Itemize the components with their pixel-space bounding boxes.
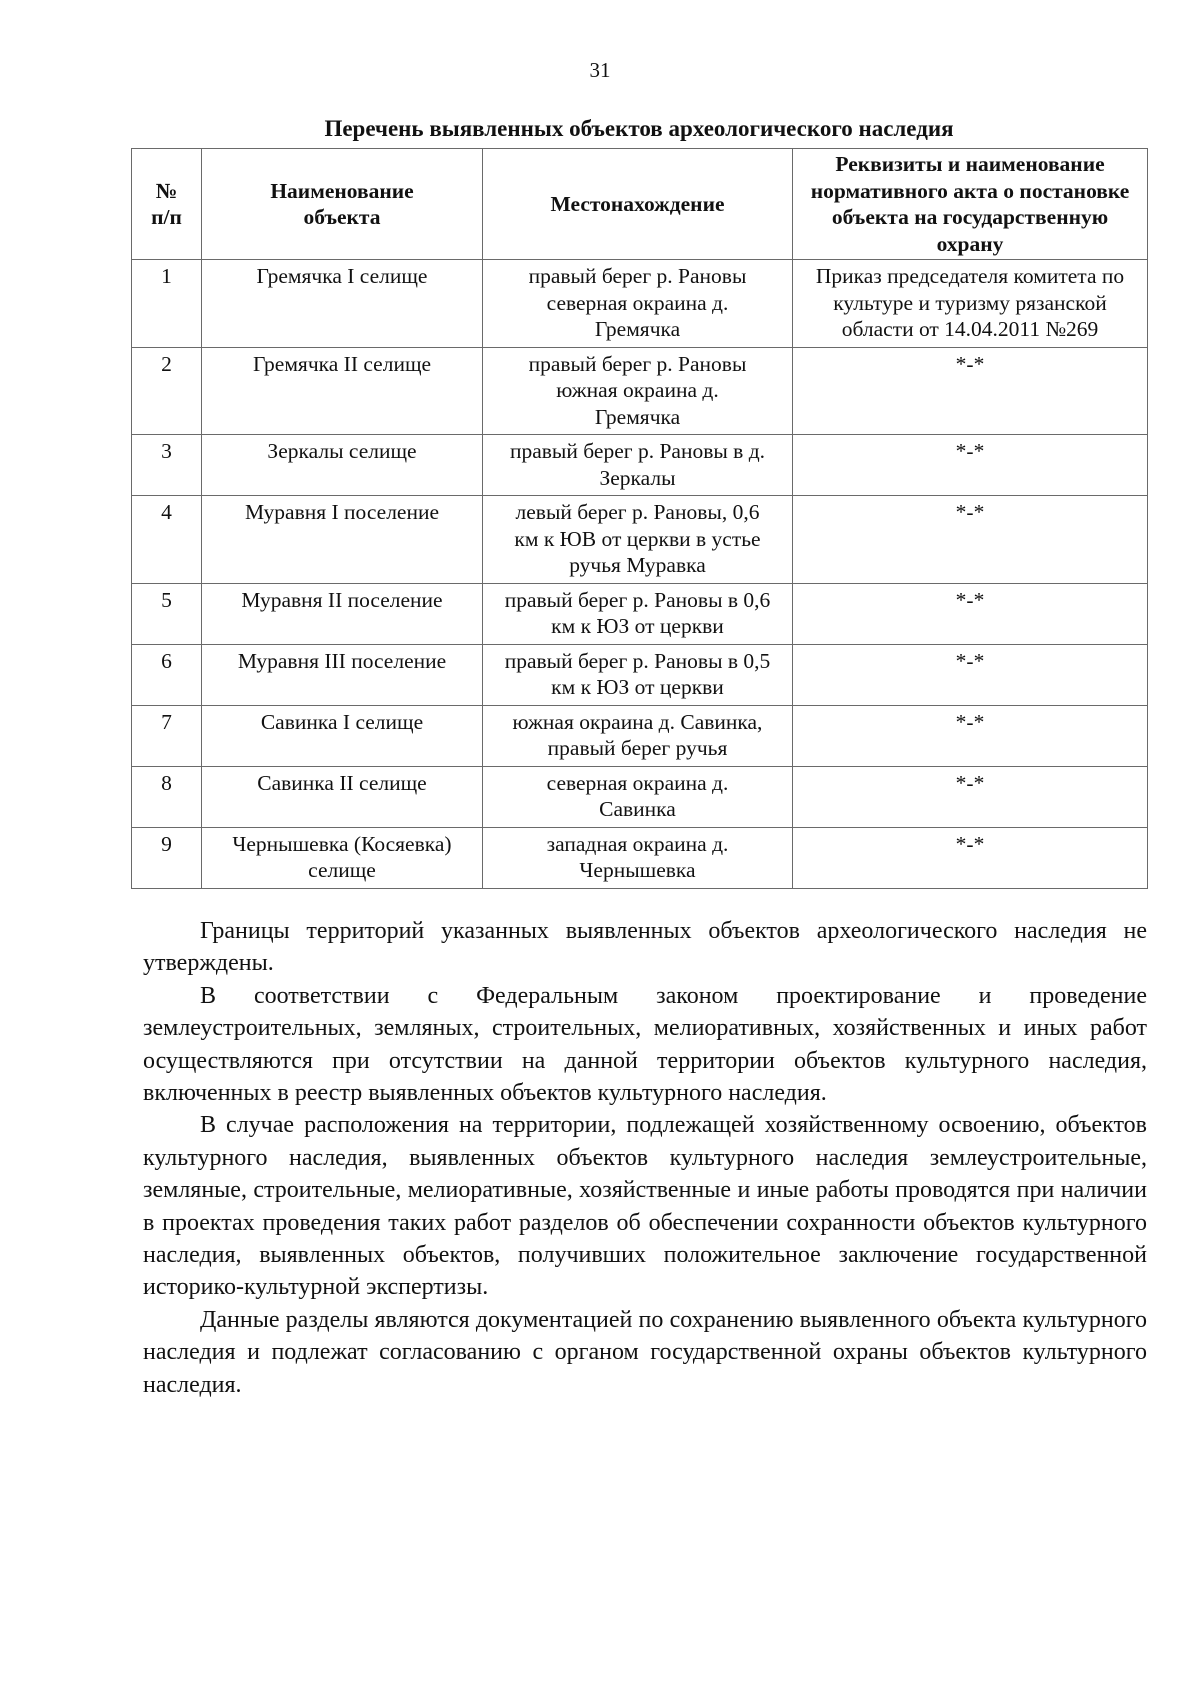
cell-num: 5 (132, 583, 202, 644)
cell-document: *-* (793, 347, 1148, 435)
cell-num: 6 (132, 644, 202, 705)
table-title: Перечень выявленных объектов археологического наследия (324, 116, 954, 141)
cell-name: Муравня I поселение (202, 496, 483, 584)
cell-num: 4 (132, 496, 202, 584)
paragraph: Границы территорий указанных выявленных объектов археологического наследия не утверждены. (143, 918, 1147, 977)
table-row (132, 260, 1148, 348)
cell-location: правый берег р. Рановы южная окраина д. Гремячка (483, 347, 793, 435)
cell-document: *-* (793, 827, 1148, 888)
cell-num: 3 (132, 435, 202, 496)
cell-location: правый берег р. Рановы в 0,6 км к ЮЗ от церкви (483, 583, 793, 644)
cell-document: *-* (793, 583, 1148, 644)
cell-location: правый берег р. Рановы в д. Зеркалы (483, 435, 793, 496)
paragraph: В соответствии с Федеральным законом проектирование и проведение землеустроительных, земляных, строительных, мелиоративных, хозяйственных и иных работ осуществляются при отсутствии на данной территории объектов культурного наследия, включенных в реестр выявленных объектов культурного наследия. (143, 982, 1147, 1107)
table-row (132, 644, 1148, 705)
table-row (132, 827, 1148, 888)
page-number: 31 (589, 58, 611, 82)
cell-name: Савинка I селище (202, 705, 483, 766)
cell-num: 1 (132, 260, 202, 348)
cell-num: 9 (132, 827, 202, 888)
cell-name: Зеркалы селище (202, 435, 483, 496)
cell-name: Муравня II поселение (202, 583, 483, 644)
cell-name: Гремячка I селище (202, 260, 483, 348)
paragraph: Данные разделы являются документацией по сохранению выявленного объекта культурного наследия и подлежат согласованию с органом государственной охраны объектов культурного наследия. (143, 1306, 1147, 1398)
cell-location: западная окраина д. Чернышевка (483, 827, 793, 888)
header-name: Наименование объекта (202, 149, 483, 260)
cell-document: *-* (793, 496, 1148, 584)
table-row (132, 583, 1148, 644)
cell-name: Савинка II селище (202, 766, 483, 827)
archaeological-objects-table (131, 148, 1148, 889)
cell-location: правый берег р. Рановы в 0,5 км к ЮЗ от церкви (483, 644, 793, 705)
cell-document: *-* (793, 435, 1148, 496)
cell-name: Чернышевка (Косяевка) селище (202, 827, 483, 888)
table-row (132, 496, 1148, 584)
body-text (143, 915, 1147, 1401)
cell-document: *-* (793, 766, 1148, 827)
table-row (132, 766, 1148, 827)
cell-location: правый берег р. Рановы северная окраина д. Гремячка (483, 260, 793, 348)
header-location: Местонахождение (483, 149, 793, 260)
cell-num: 8 (132, 766, 202, 827)
cell-num: 2 (132, 347, 202, 435)
table-row (132, 705, 1148, 766)
cell-location: северная окраина д. Савинка (483, 766, 793, 827)
cell-document: *-* (793, 644, 1148, 705)
table-row (132, 347, 1148, 435)
header-num: № п/п (132, 149, 202, 260)
header-document: Реквизиты и наименование нормативного акта о постановке объекта на государственную охрану (793, 149, 1148, 260)
cell-location: левый берег р. Рановы, 0,6 км к ЮВ от церкви в устье ручья Муравка (483, 496, 793, 584)
cell-name: Муравня III поселение (202, 644, 483, 705)
table-header-row (132, 149, 1148, 260)
paragraph: В случае расположения на территории, подлежащей хозяйственному освоению, объектов культурного наследия, выявленных объектов культурного наследия землеустроительные, земляные, строительные, мелиоративные, хозяйственные и иные работы проводятся при наличии в проектах проведения таких работ разделов об обеспечении сохранности объектов культурного наследия, выявленных объектов, получивших положительное заключение государственной историко-культурной экспертизы. (143, 1112, 1147, 1301)
cell-num: 7 (132, 705, 202, 766)
table-row (132, 435, 1148, 496)
cell-name: Гремячка II селище (202, 347, 483, 435)
cell-document: *-* (793, 705, 1148, 766)
cell-document: Приказ председателя комитета по культуре и туризму рязанской области от 14.04.2011 №269 (793, 260, 1148, 348)
cell-location: южная окраина д. Савинка, правый берег ручья (483, 705, 793, 766)
